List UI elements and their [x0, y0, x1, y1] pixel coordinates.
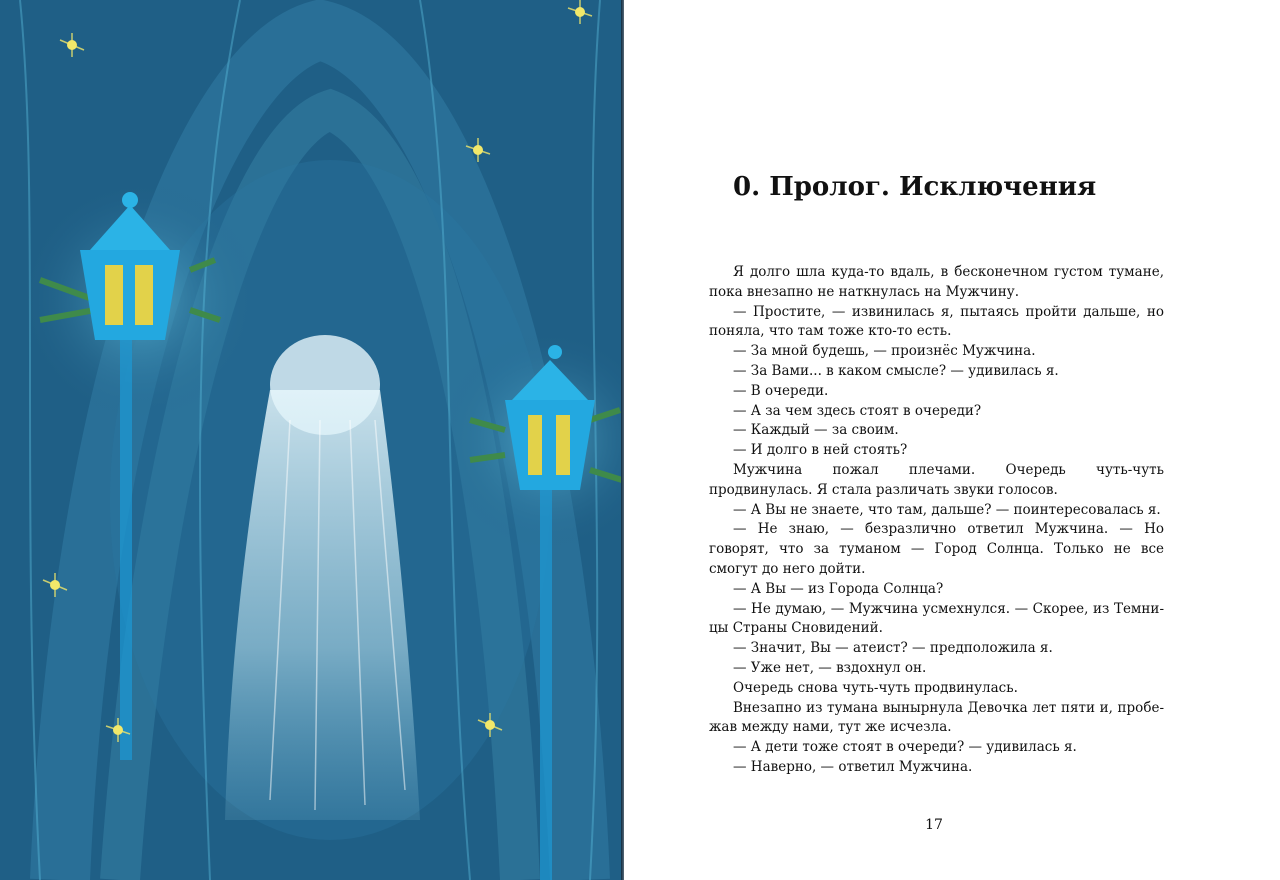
paragraph: — За мной будешь, — произнёс Мужчина. — [733, 343, 1036, 360]
page-number: 17 — [925, 817, 943, 833]
paragraph: — Уже нет, — вздохнул он. — [733, 659, 927, 676]
paragraph: — Простите, — извинилась я, пытаясь пройти дальше, но поняла, что там тоже кто-то есть. — [709, 303, 1164, 340]
paragraph: Мужчина пожал плечами. Очередь чуть-чуть продвинулась. Я стала различать звуки голосов. — [709, 461, 1164, 498]
paragraph: — Значит, Вы — атеист? — предположила я. — [733, 640, 1053, 657]
text-page — [624, 0, 1280, 880]
paragraph: — И долго в ней стоять? — [733, 442, 908, 459]
paragraph: — За Вами... в каком смысле? — удивилась я. — [733, 362, 1059, 379]
paragraph: — Наверно, — ответил Мужчина. — [733, 758, 973, 775]
paragraph: — Не знаю, — безразлично ответил Мужчина. — Но говорят, что за туманом — Город Солнца. Только не все смогут до него дойти. — [709, 521, 1164, 577]
paragraph: Я долго шла куда-то вдаль, в бесконечном густом тумане, пока внезапно не наткнулась на Мужчину. — [709, 264, 1164, 300]
body-text — [709, 263, 1164, 778]
illustration-page — [0, 0, 623, 880]
paragraph: Внезапно из тумана вынырнула Девочка лет пяти и, пробежав между нами, тут же исчезла. — [709, 699, 1164, 736]
chapter-title: 0. Пролог. Исключения — [733, 172, 1097, 202]
paragraph: — А Вы — из Города Солнца? — [733, 580, 944, 597]
paragraph: — В очереди. — [733, 382, 829, 399]
pastel-illustration — [0, 0, 623, 880]
paragraph: — А за чем здесь стоят в очереди? — [733, 402, 982, 419]
paragraph: — Каждый — за своим. — [733, 422, 899, 439]
paragraph: — Не думаю, — Мужчина усмехнулся. — Скорее, из Темницы Страны Сновидений. — [709, 600, 1164, 637]
paragraph: Очередь снова чуть-чуть продвинулась. — [733, 679, 1018, 696]
paragraph: — А дети тоже стоят в очереди? — удивилась я. — [733, 739, 1077, 756]
paragraph: — А Вы не знаете, что там, дальше? — поинтересовалась я. — [733, 501, 1161, 518]
